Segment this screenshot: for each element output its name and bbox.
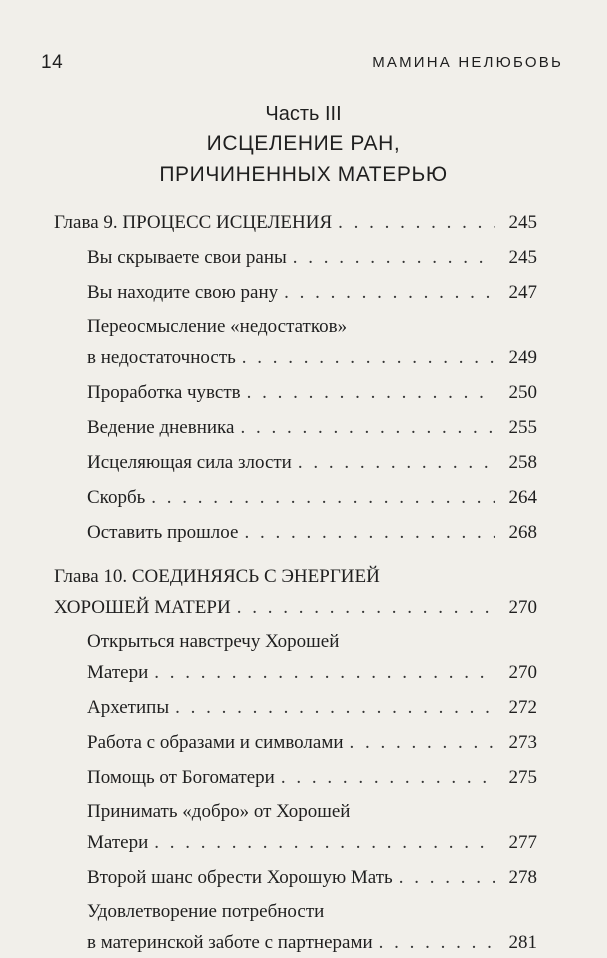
toc-entry[interactable] bbox=[54, 862, 537, 893]
toc-entry[interactable] bbox=[54, 897, 537, 958]
toc-entry-title: Исцеляющая сила злости bbox=[87, 452, 292, 473]
toc-entry-title: Второй шанс обрести Хорошую Мать bbox=[87, 867, 393, 888]
leader-dots bbox=[379, 927, 495, 958]
part-title-line-2: ПРИЧИНЕННЫХ МАТЕРЬЮ bbox=[159, 163, 448, 186]
toc-entry-title-line-1: Удовлетворение потребности bbox=[87, 901, 325, 922]
toc-entry-page: 275 bbox=[508, 767, 537, 788]
toc-entry-title: ХОРОШЕЙ МАТЕРИ bbox=[54, 597, 231, 618]
leader-dots bbox=[399, 862, 495, 893]
toc-entry-page: 247 bbox=[508, 282, 537, 303]
toc-entry-title: Глава 9. ПРОЦЕСС ИСЦЕЛЕНИЯ bbox=[54, 212, 333, 233]
toc-entry-page: 258 bbox=[508, 452, 537, 473]
leader-dots bbox=[293, 242, 495, 273]
toc-entry[interactable] bbox=[54, 727, 537, 758]
toc-entry-title-line-1: Глава 10. СОЕДИНЯЯСЬ С ЭНЕРГИЕЙ bbox=[54, 566, 380, 587]
toc-entry-title: в материнской заботе с партнерами bbox=[87, 932, 373, 953]
toc-entry-title: Вы находите свою рану bbox=[87, 282, 279, 303]
toc-entry[interactable] bbox=[54, 692, 537, 723]
toc-entry-title: Скорбь bbox=[87, 487, 146, 508]
leader-dots bbox=[284, 277, 495, 308]
toc-entry[interactable] bbox=[54, 517, 537, 548]
toc-entry-title: Оставить прошлое bbox=[87, 522, 239, 543]
toc-entry-title: Ведение дневника bbox=[87, 417, 235, 438]
toc-entry-title: Проработка чувств bbox=[87, 382, 241, 403]
toc-chapter-9[interactable] bbox=[54, 207, 537, 238]
leader-dots bbox=[298, 447, 495, 478]
toc-chapter-10[interactable] bbox=[54, 562, 537, 623]
leader-dots bbox=[175, 692, 495, 723]
page-number: 14 bbox=[41, 52, 64, 73]
toc-entry-title: Работа с образами и символами bbox=[87, 732, 344, 753]
toc-entry-page: 249 bbox=[508, 347, 537, 368]
leader-dots bbox=[237, 592, 495, 623]
toc-entry-page: 277 bbox=[508, 832, 537, 853]
toc-entry-page: 255 bbox=[508, 417, 537, 438]
leader-dots bbox=[151, 482, 495, 513]
toc-entry[interactable] bbox=[54, 762, 537, 793]
toc-entry[interactable] bbox=[54, 312, 537, 373]
toc-entry[interactable] bbox=[54, 447, 537, 478]
toc-entry-page: 273 bbox=[508, 732, 537, 753]
toc-entry[interactable] bbox=[54, 377, 537, 408]
leader-dots bbox=[240, 412, 495, 443]
toc-entry-page: 264 bbox=[508, 487, 537, 508]
toc-entry-title: Вы скрываете свои раны bbox=[87, 247, 287, 268]
running-head: МАМИНА НЕЛЮБОВЬ bbox=[372, 54, 563, 71]
toc-entry[interactable] bbox=[54, 797, 537, 858]
toc-entry[interactable] bbox=[54, 242, 537, 273]
toc-entry-page: 270 bbox=[508, 662, 537, 683]
leader-dots bbox=[338, 207, 495, 238]
toc-entry[interactable] bbox=[54, 412, 537, 443]
toc-entry-page: 272 bbox=[508, 697, 537, 718]
leader-dots bbox=[281, 762, 495, 793]
toc-entry-title-line-1: Открыться навстречу Хорошей bbox=[87, 631, 340, 652]
toc-entry-page: 245 bbox=[508, 247, 537, 268]
toc-entry-title: Матери bbox=[87, 832, 149, 853]
leader-dots bbox=[242, 342, 495, 373]
part-title-line-1: ИСЦЕЛЕНИЕ РАН, bbox=[206, 132, 401, 155]
toc-entry-title: в недостаточность bbox=[87, 347, 236, 368]
toc-entry-title: Архетипы bbox=[87, 697, 170, 718]
toc-entry-page: 281 bbox=[508, 932, 537, 953]
toc-entry[interactable] bbox=[54, 627, 537, 688]
leader-dots bbox=[154, 657, 495, 688]
toc-entry-title-line-1: Переосмысление «недостатков» bbox=[87, 316, 348, 337]
leader-dots bbox=[244, 517, 495, 548]
toc-entry-page: 278 bbox=[508, 867, 537, 888]
table-of-contents bbox=[54, 205, 537, 958]
toc-entry[interactable] bbox=[54, 277, 537, 308]
leader-dots bbox=[350, 727, 495, 758]
leader-dots bbox=[154, 827, 495, 858]
toc-entry-page: 250 bbox=[508, 382, 537, 403]
part-label: Часть III bbox=[265, 103, 342, 125]
toc-entry-page: 268 bbox=[508, 522, 537, 543]
toc-entry-title: Помощь от Богоматери bbox=[87, 767, 275, 788]
toc-entry-page: 245 bbox=[508, 212, 537, 233]
toc-entry[interactable] bbox=[54, 482, 537, 513]
toc-entry-page: 270 bbox=[508, 597, 537, 618]
part-heading bbox=[0, 100, 607, 190]
leader-dots bbox=[247, 377, 495, 408]
toc-entry-title: Матери bbox=[87, 662, 149, 683]
toc-entry-title-line-1: Принимать «добро» от Хорошей bbox=[87, 801, 351, 822]
